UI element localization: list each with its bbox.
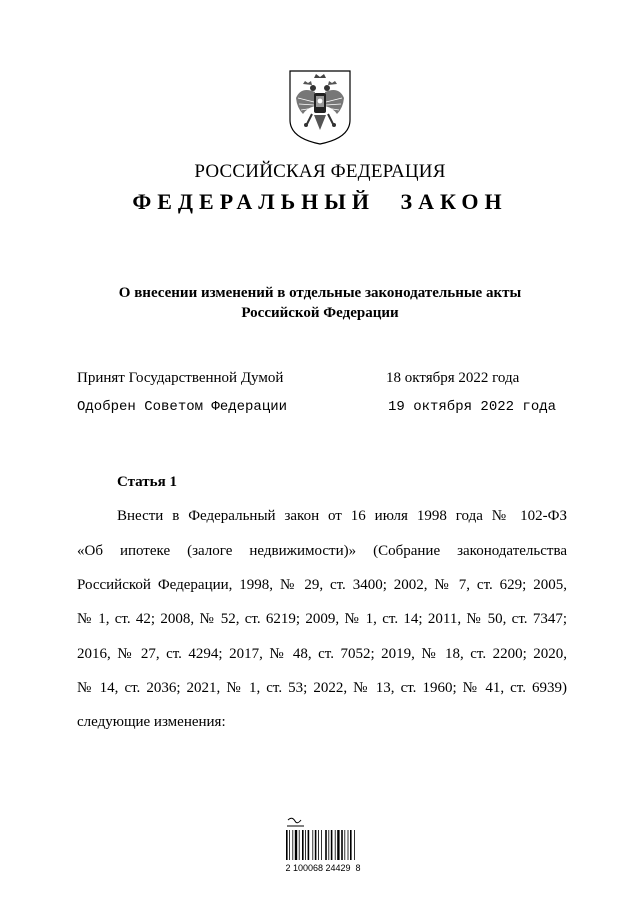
law-title [60, 283, 580, 323]
article-text-line-4: № 1, ст. 42; 2008, № 52, ст. 6219; 2009, № 1, ст. 14; 2011, № 50, ст. 7347; [77, 611, 567, 627]
country-heading: РОССИЙСКАЯ ФЕДЕРАЦИЯ [194, 161, 446, 182]
article-text-line-5: 2016, № 27, ст. 4294; 2017, № 48, ст. 7052; 2019, № 18, ст. 2200; 2020, [77, 646, 567, 662]
article-text-line-7: следующие изменения: [77, 714, 226, 730]
council-approval-date: 19 октября 2022 года [388, 399, 557, 415]
document-type-heading: ФЕДЕРАЛЬНЫЙ ЗАКОН [132, 189, 508, 214]
article-text-line-3: Российской Федерации, 1998, № 29, ст. 3400; 2002, № 7, ст. 629; 2005, [77, 577, 567, 593]
coat-of-arms-icon [287, 68, 353, 146]
article-heading: Статья 1 [117, 474, 177, 490]
council-approval-label: Одобрен Советом Федерации [77, 399, 288, 415]
duma-adoption-label: Принят Государственной Думой [77, 370, 284, 386]
article-text-line-1: Внести в Федеральный закон от 16 июля 1998 года № 102-ФЗ [117, 508, 567, 524]
law-title-line-2: Российской Федерации [241, 305, 399, 321]
barcode-number: 2 100068 24429 8 [285, 863, 361, 873]
article-text-line-6: № 14, ст. 2036; 2021, № 1, ст. 53; 2022, № 13, ст. 1960; № 41, ст. 6939) [77, 680, 567, 696]
article-text-line-2: «Об ипотеке (залоге недвижимости)» (Собрание законодательства [77, 543, 567, 559]
law-title-line-1: О внесении изменений в отдельные законодательные акты [118, 285, 522, 301]
duma-adoption-date: 18 октября 2022 года [386, 370, 520, 386]
